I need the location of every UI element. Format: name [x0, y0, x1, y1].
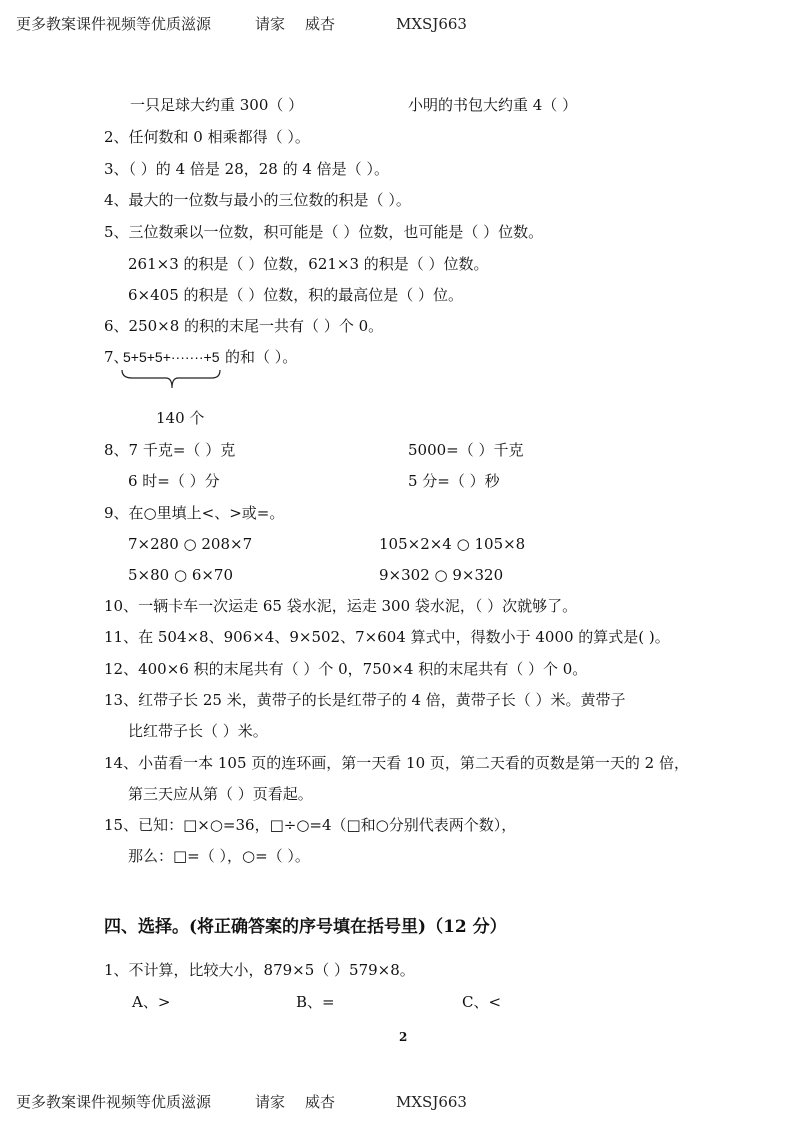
q7-prefix: 7、 — [104, 348, 129, 366]
section4-option-c: C、< — [462, 993, 502, 1011]
q1-football: 一只足球大约重 300（ ） — [130, 96, 304, 114]
q3: 3、（ ）的 4 倍是 28，28 的 4 倍是（ ）。 — [104, 160, 389, 178]
q15-line2: 那么：□=（ ），○=（ ）。 — [128, 847, 310, 865]
q13-line2: 比红带子长（ ）米。 — [128, 722, 268, 740]
q11: 11、在 504×8、906×4、9×502、7×604 算式中，得数小于 4000 的算式是( )。 — [104, 628, 670, 646]
section4-title: 四、选择。(将正确答案的序号填在括号里)（12 分） — [104, 917, 507, 937]
q8-c: 6 时=（ ）分 — [128, 472, 220, 490]
q8-d: 5 分=（ ）秒 — [408, 472, 500, 490]
q7-brace — [120, 368, 224, 394]
header-contact-label: 请家 — [255, 15, 286, 33]
section4-option-a: A、> — [132, 993, 171, 1011]
q14-line2: 第三天应从第（ ）页看起。 — [128, 785, 313, 803]
footer-site: 更多教案课件视频等优质滋源 — [16, 1093, 212, 1111]
q12: 12、400×6 积的末尾共有（ ）个 0，750×4 积的末尾共有（ ）个 0。 — [104, 660, 588, 678]
footer-contact-name: 威杏 — [305, 1093, 336, 1111]
q7-expression: 5+5+5+·······+5 — [123, 349, 220, 365]
q9-title: 9、在○里填上<、>或=。 — [104, 504, 285, 522]
q9-b: 105×2×4 ○ 105×8 — [379, 535, 526, 553]
q6: 6、250×8 的积的末尾一共有（ ）个 0。 — [104, 317, 384, 335]
footer-contact-label: 请家 — [255, 1093, 286, 1111]
q5-line2: 261×3 的积是（ ）位数，621×3 的积是（ ）位数。 — [128, 255, 489, 273]
q14-line1: 14、小苗看一本 105 页的连环画，第一天看 10 页，第二天看的页数是第一天的 2 倍， — [104, 754, 689, 772]
q5-line3: 6×405 的积是（ ）位数，积的最高位是（ ）位。 — [128, 286, 464, 304]
q5-line1: 5、三位数乘以一位数，积可能是（ ）位数，也可能是（ ）位数。 — [104, 223, 544, 241]
q7-suffix: 的和（ ）。 — [225, 348, 298, 366]
header-code: MXSJ663 — [396, 15, 467, 33]
q13-line1: 13、红带子长 25 米，黄带子的长是红带子的 4 倍，黄带子长（ ）米。黄带子 — [104, 691, 626, 709]
q9-a: 7×280 ○ 208×7 — [128, 535, 253, 553]
section4-option-b: B、= — [296, 993, 335, 1011]
q2: 2、任何数和 0 相乘都得（ ）。 — [104, 128, 310, 146]
q15-line1: 15、已知：□×○=36，□÷○=4（□和○分别代表两个数）， — [104, 816, 517, 834]
q8-a: 8、7 千克=（ ）克 — [104, 441, 236, 459]
q10: 10、一辆卡车一次运走 65 袋水泥，运走 300 袋水泥，（ ）次就够了。 — [104, 597, 578, 615]
header-contact-name: 威杏 — [305, 15, 336, 33]
q9-c: 5×80 ○ 6×70 — [128, 566, 234, 584]
q4: 4、最大的一位数与最小的三位数的积是（ ）。 — [104, 191, 411, 209]
page-number: 2 — [399, 1030, 408, 1044]
q8-b: 5000=（ ）千克 — [408, 441, 524, 459]
q1-schoolbag: 小明的书包大约重 4（ ） — [408, 96, 578, 114]
footer-code: MXSJ663 — [396, 1093, 467, 1111]
header-site: 更多教案课件视频等优质滋源 — [16, 15, 212, 33]
q9-d: 9×302 ○ 9×320 — [379, 566, 504, 584]
q7-count: 140 个 — [156, 409, 205, 427]
section4-q1: 1、不计算，比较大小，879×5（ ）579×8。 — [104, 961, 415, 979]
